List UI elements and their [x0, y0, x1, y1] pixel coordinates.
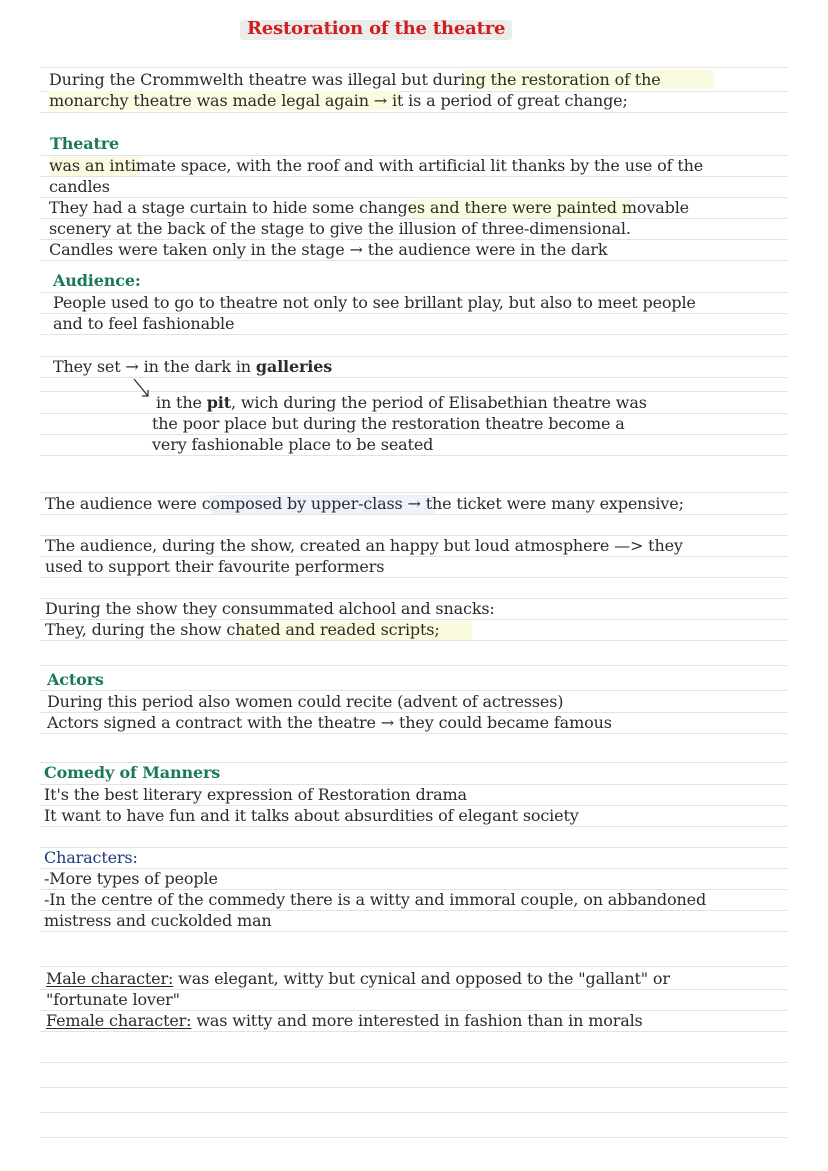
audience-line: People used to go to theatre not only to see brillant play, but also to meet people — [53, 293, 696, 312]
intro-line-2: monarchy theatre was made legal again → it is a period of great change; — [49, 91, 628, 110]
galleries-term: galleries — [255, 357, 333, 376]
actors-line: Actors signed a contract with the theatre → they could became famous — [47, 713, 612, 732]
audience-composed: The audience were composed by upper-class → the ticket were many expensive; — [45, 494, 684, 513]
audience-heading: Audience: — [53, 271, 141, 290]
male-character-text: was elegant, witty but cynical and opposed to the "gallant" or — [173, 969, 670, 988]
diagonal-arrow-icon — [130, 376, 154, 402]
audience-show-2: They, during the show chated and readed scripts; — [45, 620, 440, 639]
male-character-line-2: "fortunate lover" — [46, 990, 180, 1009]
characters-line: -In the centre of the commedy there is a witty and immoral couple, on abbandoned — [44, 890, 707, 909]
theatre-line: They had a stage curtain to hide some changes and there were painted movable — [49, 198, 689, 217]
comedy-line: It want to have fun and it talks about absurdities of elegant society — [44, 806, 579, 825]
characters-line: -More types of people — [44, 869, 218, 888]
set-prefix: They set → in the dark in — [53, 357, 256, 376]
theatre-line: candles — [49, 177, 110, 196]
actors-heading: Actors — [47, 670, 104, 689]
audience-set-line — [53, 356, 332, 377]
pit-term: pit — [206, 393, 231, 412]
female-character-line — [46, 1010, 643, 1031]
male-character-label: Male character: — [46, 969, 174, 988]
audience-atmosphere-2: used to support their favourite performers — [45, 557, 385, 576]
audience-atmosphere-1: The audience, during the show, created an happy but loud atmosphere —> they — [45, 536, 683, 555]
female-character-label: Female character: — [46, 1011, 192, 1030]
pit-rest: , wich during the period of Elisabethian theatre was — [230, 393, 647, 412]
page-title: Restoration of the theatre — [247, 18, 506, 39]
male-character-line — [46, 968, 670, 989]
comedy-heading: Comedy of Manners — [44, 763, 221, 782]
theatre-line: Candles were taken only in the stage → the audience were in the dark — [49, 240, 608, 259]
theatre-line: was an intimate space, with the roof and with artificial lit thanks by the use of the — [49, 156, 704, 175]
intro-line-1: During the Crommwelth theatre was illegal but during the restoration of the — [49, 70, 661, 89]
audience-show-1: During the show they consummated alchool and snacks: — [45, 599, 495, 618]
characters-heading: Characters: — [44, 848, 138, 867]
pit-prefix: in the — [156, 393, 207, 412]
comedy-line: It's the best literary expression of Restoration drama — [44, 785, 467, 804]
female-character-text: was witty and more interested in fashion than in morals — [191, 1011, 643, 1030]
pit-line-1 — [156, 392, 647, 413]
theatre-heading: Theatre — [50, 134, 120, 153]
actors-line: During this period also women could recite (advent of actresses) — [47, 692, 564, 711]
characters-line: mistress and cuckolded man — [44, 911, 272, 930]
audience-line: and to feel fashionable — [53, 314, 235, 333]
pit-line-3: very fashionable place to be seated — [152, 435, 434, 454]
pit-line-2: the poor place but during the restoration theatre become a — [152, 414, 625, 433]
theatre-line: scenery at the back of the stage to give the illusion of three-dimensional. — [49, 219, 631, 238]
